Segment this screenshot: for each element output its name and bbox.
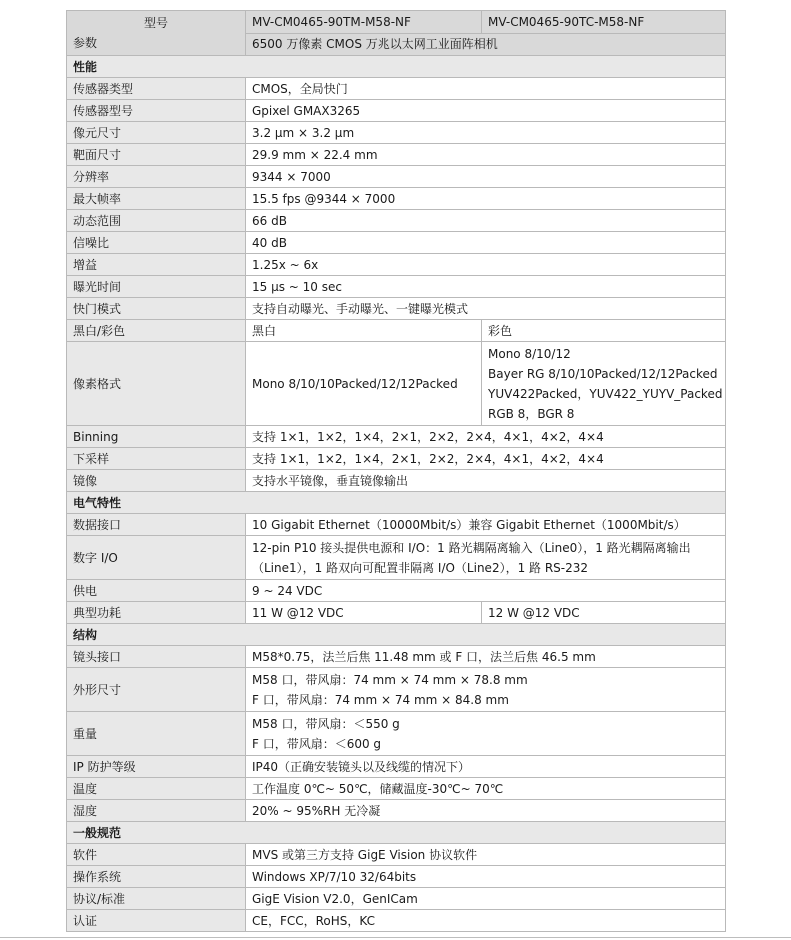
pixel-format-color-line: Mono 8/10/12 [488, 346, 571, 361]
row-dimensions [67, 668, 726, 712]
label-gain: 增益 [67, 254, 246, 276]
value-decimation: 支持 1×1，1×2，1×4，2×1，2×2，2×4，4×1，4×2，4×4 [246, 448, 726, 470]
row-humidity [67, 800, 726, 822]
label-digital-io: 数字 I/O [67, 536, 246, 580]
value-os: Windows XP/7/10 32/64bits [246, 866, 726, 888]
row-software [67, 844, 726, 866]
label-pixel-format: 像素格式 [67, 342, 246, 426]
value-humidity: 20% ~ 95%RH 无冷凝 [246, 800, 726, 822]
value-certification: CE，FCC，RoHS，KC [246, 910, 726, 932]
dimensions-line: F 口，带风扇：74 mm × 74 mm × 84.8 mm [252, 692, 509, 707]
value-sensor-model: Gpixel GMAX3265 [246, 100, 726, 122]
row-digital-io [67, 536, 726, 580]
value-binning: 支持 1×1，1×2，1×4，2×1，2×2，2×4，4×1，4×2，4×4 [246, 426, 726, 448]
value-target-size: 29.9 mm × 22.4 mm [246, 144, 726, 166]
label-shutter: 快门模式 [67, 298, 246, 320]
page-bottom-rule [0, 937, 791, 938]
row-sensor-model [67, 100, 726, 122]
value-consumption-color: 12 W @12 VDC [482, 602, 726, 624]
header-corner-cell [67, 11, 246, 56]
label-mono-color: 黑白/彩色 [67, 320, 246, 342]
label-power: 供电 [67, 580, 246, 602]
value-mirror: 支持水平镜像，垂直镜像输出 [246, 470, 726, 492]
label-software: 软件 [67, 844, 246, 866]
value-snr: 40 dB [246, 232, 726, 254]
value-ip-rating: IP40（正确安装镜头以及线缆的情况下） [246, 756, 726, 778]
row-exposure [67, 276, 726, 298]
row-ip-rating [67, 756, 726, 778]
label-consumption: 典型功耗 [67, 602, 246, 624]
model-color: MV-CM0465-90TC-M58-NF [482, 11, 726, 34]
row-mono-color [67, 320, 726, 342]
label-temperature: 温度 [67, 778, 246, 800]
label-weight: 重量 [67, 712, 246, 756]
label-lens-mount: 镜头接口 [67, 646, 246, 668]
row-certification [67, 910, 726, 932]
pixel-format-color-line: RGB 8，BGR 8 [488, 406, 575, 421]
row-sensor-type [67, 78, 726, 100]
pixel-format-color-line: YUV422Packed，YUV422_YUYV_Packed [488, 386, 723, 401]
value-color: 彩色 [482, 320, 726, 342]
label-target-size: 靶面尺寸 [67, 144, 246, 166]
row-data-interface [67, 514, 726, 536]
value-pixel-format-color [482, 342, 726, 426]
dimensions-line: M58 口，带风扇：74 mm × 74 mm × 78.8 mm [252, 672, 528, 687]
row-max-fps [67, 188, 726, 210]
label-mirror: 镜像 [67, 470, 246, 492]
section-title-structure: 结构 [67, 624, 726, 646]
label-snr: 信噪比 [67, 232, 246, 254]
weight-line: F 口，带风扇：＜600 g [252, 736, 382, 751]
value-max-fps: 15.5 fps @9344 × 7000 [246, 188, 726, 210]
row-temperature [67, 778, 726, 800]
row-dynamic-range [67, 210, 726, 232]
label-resolution: 分辨率 [67, 166, 246, 188]
value-dynamic-range: 66 dB [246, 210, 726, 232]
value-temperature: 工作温度 0℃~ 50℃，储藏温度-30℃~ 70℃ [246, 778, 726, 800]
row-lens-mount [67, 646, 726, 668]
value-gain: 1.25x ~ 6x [246, 254, 726, 276]
row-resolution [67, 166, 726, 188]
value-digital-io: 12-pin P10 接头提供电源和 I/O：1 路光耦隔离输入（Line0），1 路光耦隔离输出（Line1），1 路双向可配置非隔离 I/O（Line2），1 路 RS-232 [246, 536, 726, 580]
label-binning: Binning [67, 426, 246, 448]
row-weight [67, 712, 726, 756]
label-ip-rating: IP 防护等级 [67, 756, 246, 778]
weight-line: M58 口，带风扇：＜550 g [252, 716, 400, 731]
row-protocol [67, 888, 726, 910]
label-dimensions: 外形尺寸 [67, 668, 246, 712]
value-mono: 黑白 [246, 320, 482, 342]
spec-table [66, 10, 726, 932]
value-weight [246, 712, 726, 756]
row-shutter [67, 298, 726, 320]
label-os: 操作系统 [67, 866, 246, 888]
section-title-performance: 性能 [67, 56, 726, 78]
value-pixel-size: 3.2 µm × 3.2 µm [246, 122, 726, 144]
value-data-interface: 10 Gigabit Ethernet（10000Mbit/s）兼容 Gigabit Ethernet（1000Mbit/s） [246, 514, 726, 536]
section-performance [67, 56, 726, 78]
row-os [67, 866, 726, 888]
model-mono: MV-CM0465-90TM-M58-NF [246, 11, 482, 34]
value-consumption-mono: 11 W @12 VDC [246, 602, 482, 624]
value-sensor-type: CMOS，全局快门 [246, 78, 726, 100]
section-general [67, 822, 726, 844]
label-sensor-model: 传感器型号 [67, 100, 246, 122]
row-pixel-size [67, 122, 726, 144]
header-corner-param: 参数 [73, 36, 98, 50]
row-pixel-format [67, 342, 726, 426]
row-decimation [67, 448, 726, 470]
value-protocol: GigE Vision V2.0，GenICam [246, 888, 726, 910]
pixel-format-color-line: Bayer RG 8/10/10Packed/12/12Packed [488, 366, 718, 381]
header-corner-model: 型号 [143, 16, 168, 30]
row-binning [67, 426, 726, 448]
value-software: MVS 或第三方支持 GigE Vision 协议软件 [246, 844, 726, 866]
section-title-electrical: 电气特性 [67, 492, 726, 514]
header-row-models [67, 11, 726, 34]
value-power: 9 ~ 24 VDC [246, 580, 726, 602]
value-resolution: 9344 × 7000 [246, 166, 726, 188]
label-protocol: 协议/标准 [67, 888, 246, 910]
model-description: 6500 万像素 CMOS 万兆以太网工业面阵相机 [246, 33, 726, 56]
value-lens-mount: M58*0.75，法兰后焦 11.48 mm 或 F 口，法兰后焦 46.5 mm [246, 646, 726, 668]
label-pixel-size: 像元尺寸 [67, 122, 246, 144]
label-dynamic-range: 动态范围 [67, 210, 246, 232]
label-decimation: 下采样 [67, 448, 246, 470]
label-humidity: 湿度 [67, 800, 246, 822]
row-gain [67, 254, 726, 276]
value-pixel-format-mono: Mono 8/10/10Packed/12/12Packed [246, 342, 482, 426]
section-structure [67, 624, 726, 646]
value-dimensions [246, 668, 726, 712]
label-sensor-type: 传感器类型 [67, 78, 246, 100]
row-mirror [67, 470, 726, 492]
label-exposure: 曝光时间 [67, 276, 246, 298]
label-max-fps: 最大帧率 [67, 188, 246, 210]
section-title-general: 一般规范 [67, 822, 726, 844]
label-certification: 认证 [67, 910, 246, 932]
row-power [67, 580, 726, 602]
label-data-interface: 数据接口 [67, 514, 246, 536]
value-exposure: 15 µs ~ 10 sec [246, 276, 726, 298]
value-shutter: 支持自动曝光、手动曝光、一键曝光模式 [246, 298, 726, 320]
section-electrical [67, 492, 726, 514]
row-target-size [67, 144, 726, 166]
row-consumption [67, 602, 726, 624]
row-snr [67, 232, 726, 254]
